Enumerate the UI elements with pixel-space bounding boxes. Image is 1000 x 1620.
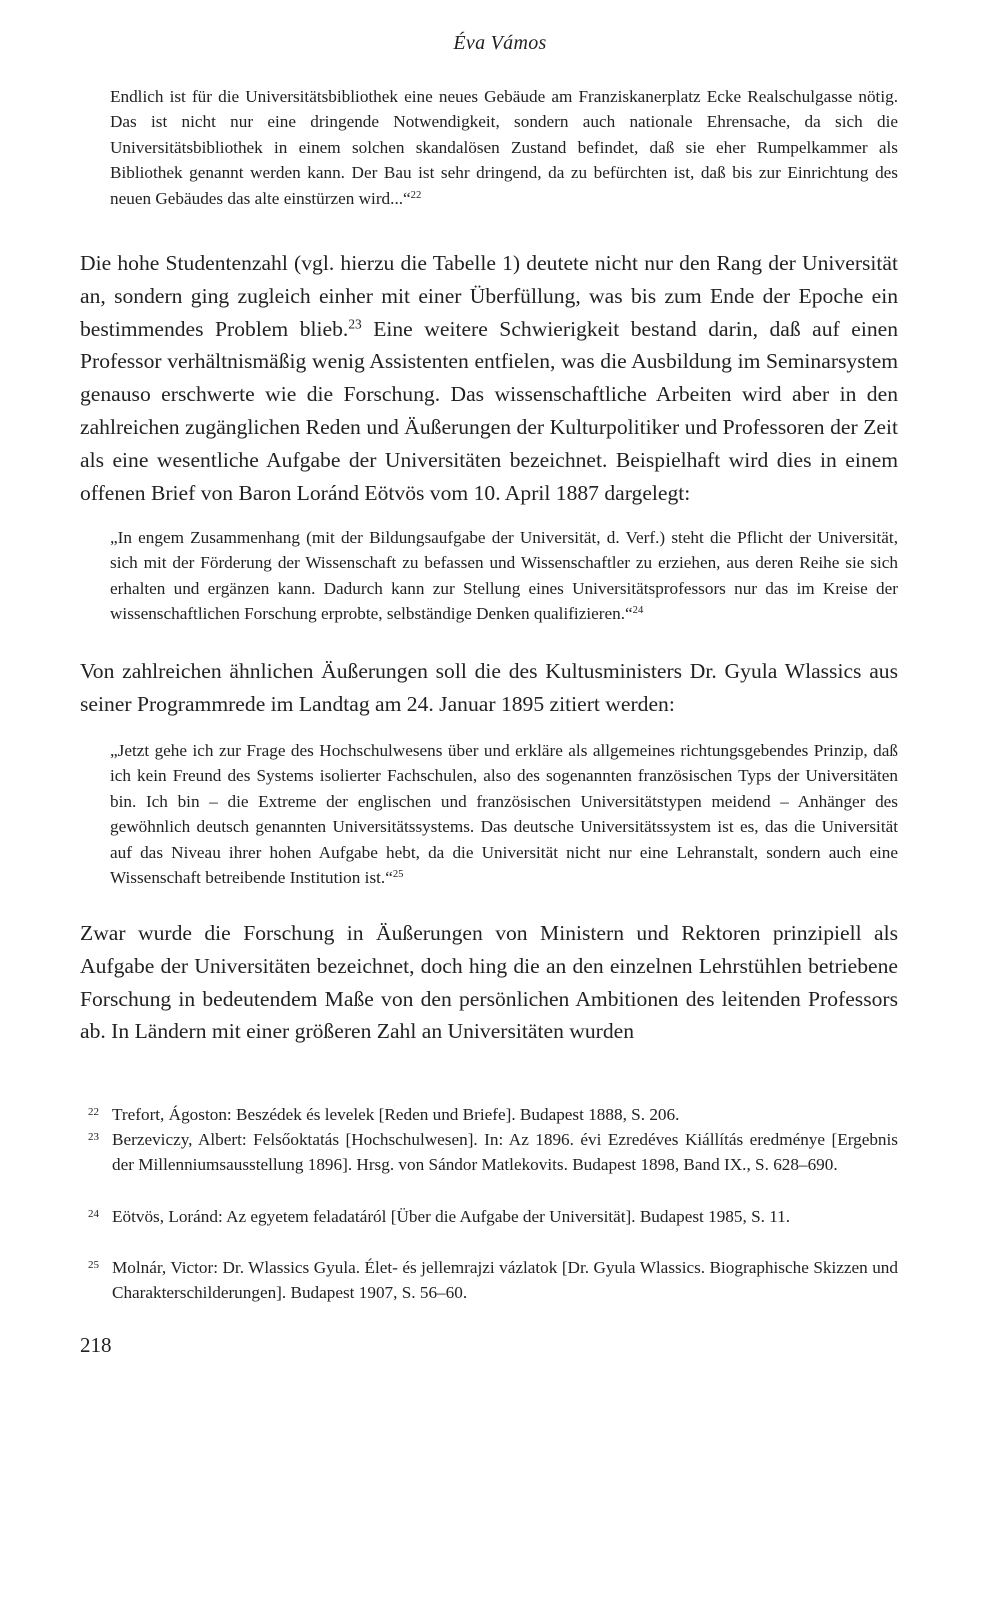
footnote-text: Molnár, Victor: Dr. Wlassics Gyula. Élet- és jellemrajzi vázlatok [Dr. Gyula Wlassics. Biographische Skizzen und Charakterschilderungen]. Budapest 1907, S. 56–60.	[112, 1258, 898, 1303]
footnote-ref-25: 25	[392, 869, 404, 881]
footnote-ref-23: 23	[348, 316, 362, 332]
footnote-25	[80, 1255, 898, 1306]
footnote-24	[80, 1204, 898, 1229]
footnote-number: 25	[88, 1259, 99, 1271]
footnote-text: Berzeviczy, Albert: Felsőoktatás [Hochschulwesen]. In: Az 1896. évi Ezredéves Kiállítás eredménye [Ergebnis der Millenniumsausstellung 1896]. Hrsg. von Sándor Matlekovits. Budapest 1898, Band IX., S. 628–690.	[112, 1130, 898, 1175]
quote-text: „In engem Zusammenhang (mit der Bildungsaufgabe der Universität, d. Verf.) steht die Pflicht der Universität, sich mit der Förderung der Wissenschaft zu befassen und Wissenschaftler zu erziehen, aus deren Reihe sie sich erhalten und ergänzen kann. Dadurch kann zur Stellung eines Universitätsprofessors nur das im Kreise der wissenschaftlichen Forschung erprobte, selbständige Denken qualifizieren.“	[110, 528, 898, 624]
footnote-23	[80, 1127, 898, 1178]
footnote-ref-22: 22	[410, 189, 422, 201]
paragraph-text: Die hohe Studentenzahl (vgl. hierzu die Tabelle 1) deutete nicht nur den Rang der Universität an, sondern ging zugleich einher mit einer Überfüllung, was bis zum Ende der Epoche ein bestimmendes Problem blieb.	[80, 251, 898, 341]
quote-text: „Jetzt gehe ich zur Frage des Hochschulwesens über und erkläre als allgemeines richtungsgebendes Prinzip, daß ich kein Freund des Systems isolierter Fachschulen, also des sogenannten französischen Typs der Universitäten bin. Ich bin – die Extreme der englischen und französischen Universitätstypen meidend – Anhänger des gewöhnlich deutsch genannten Universitätssystems. Das deutsche Universitätssystem ist es, das die Universität auf das Niveau ihrer hohen Aufgabe hebt, da die Universität nicht nur eine Lehranstalt, sondern auch eine Wissenschaft betreibende Institution ist.“	[110, 741, 898, 888]
paragraph-text-continued: Eine weitere Schwierigkeit bestand darin, daß auf einen Professor verhältnismäßig wenig Assistenten entfielen, was die Ausbildung im Seminarsystem genauso erschwerte wie die Forschung. Das wissenschaftliche Arbeiten wird aber in den zahlreichen zugänglichen Reden und Äußerungen der Kulturpolitiker und Professoren der Zeit als eine wesentliche Aufgabe der Universitäten bezeichnet. Beispielhaft wird dies in einem offenen Brief von Baron Loránd Eötvös vom 10. April 1887 dargelegt:	[80, 316, 898, 505]
block-quote-3	[110, 738, 898, 890]
paragraph-1	[80, 247, 898, 509]
footnote-22	[80, 1102, 898, 1127]
footnote-number: 24	[88, 1208, 99, 1220]
footnote-ref-24: 24	[632, 605, 644, 617]
running-head: Éva Vámos	[453, 32, 547, 54]
footnote-text: Eötvös, Loránd: Az egyetem feladatáról [Über die Aufgabe der Universität]. Budapest 1985, S. 11.	[112, 1207, 791, 1226]
quote-text: Endlich ist für die Universitätsbibliothek eine neues Gebäude am Franziskanerplatz Ecke Realschulgasse nötig. Das ist nicht nur eine dringende Notwendigkeit, sondern auch nationale Ehrensache, da sich die Universitätsbibliothek in einem solchen skandalösen Zustand befindet, daß sie eher Rumpelkammer als Bibliothek genannt werden kann. Der Bau ist sehr dringend, da zu befürchten ist, daß bis zur Einrichtung des neuen Gebäudes das alte einstürzen wird...“	[110, 87, 898, 208]
paragraph-2	[80, 655, 898, 721]
block-quote-1	[110, 84, 898, 211]
paragraph-3	[80, 917, 898, 1048]
footnote-text: Trefort, Ágoston: Beszédek és levelek [Reden und Briefe]. Budapest 1888, S. 206.	[112, 1105, 680, 1124]
footnote-number: 22	[88, 1106, 99, 1118]
paragraph-text: Zwar wurde die Forschung in Äußerungen von Ministern und Rektoren prinzipiell als Aufgabe der Universitäten bezeichnet, doch hing die an den einzelnen Lehrstühlen betriebene Forschung in bedeutendem Maße von den persönlichen Ambitionen des leitenden Professors ab. In Ländern mit einer größeren Zahl an Universitäten wurden	[80, 921, 898, 1044]
footnote-number: 23	[88, 1131, 99, 1143]
page-number: 218	[80, 1333, 112, 1357]
block-quote-2	[110, 525, 898, 627]
paragraph-text: Von zahlreichen ähnlichen Äußerungen soll die des Kultusministers Dr. Gyula Wlassics aus seiner Programmrede im Landtag am 24. Januar 1895 zitiert werden:	[80, 659, 898, 716]
